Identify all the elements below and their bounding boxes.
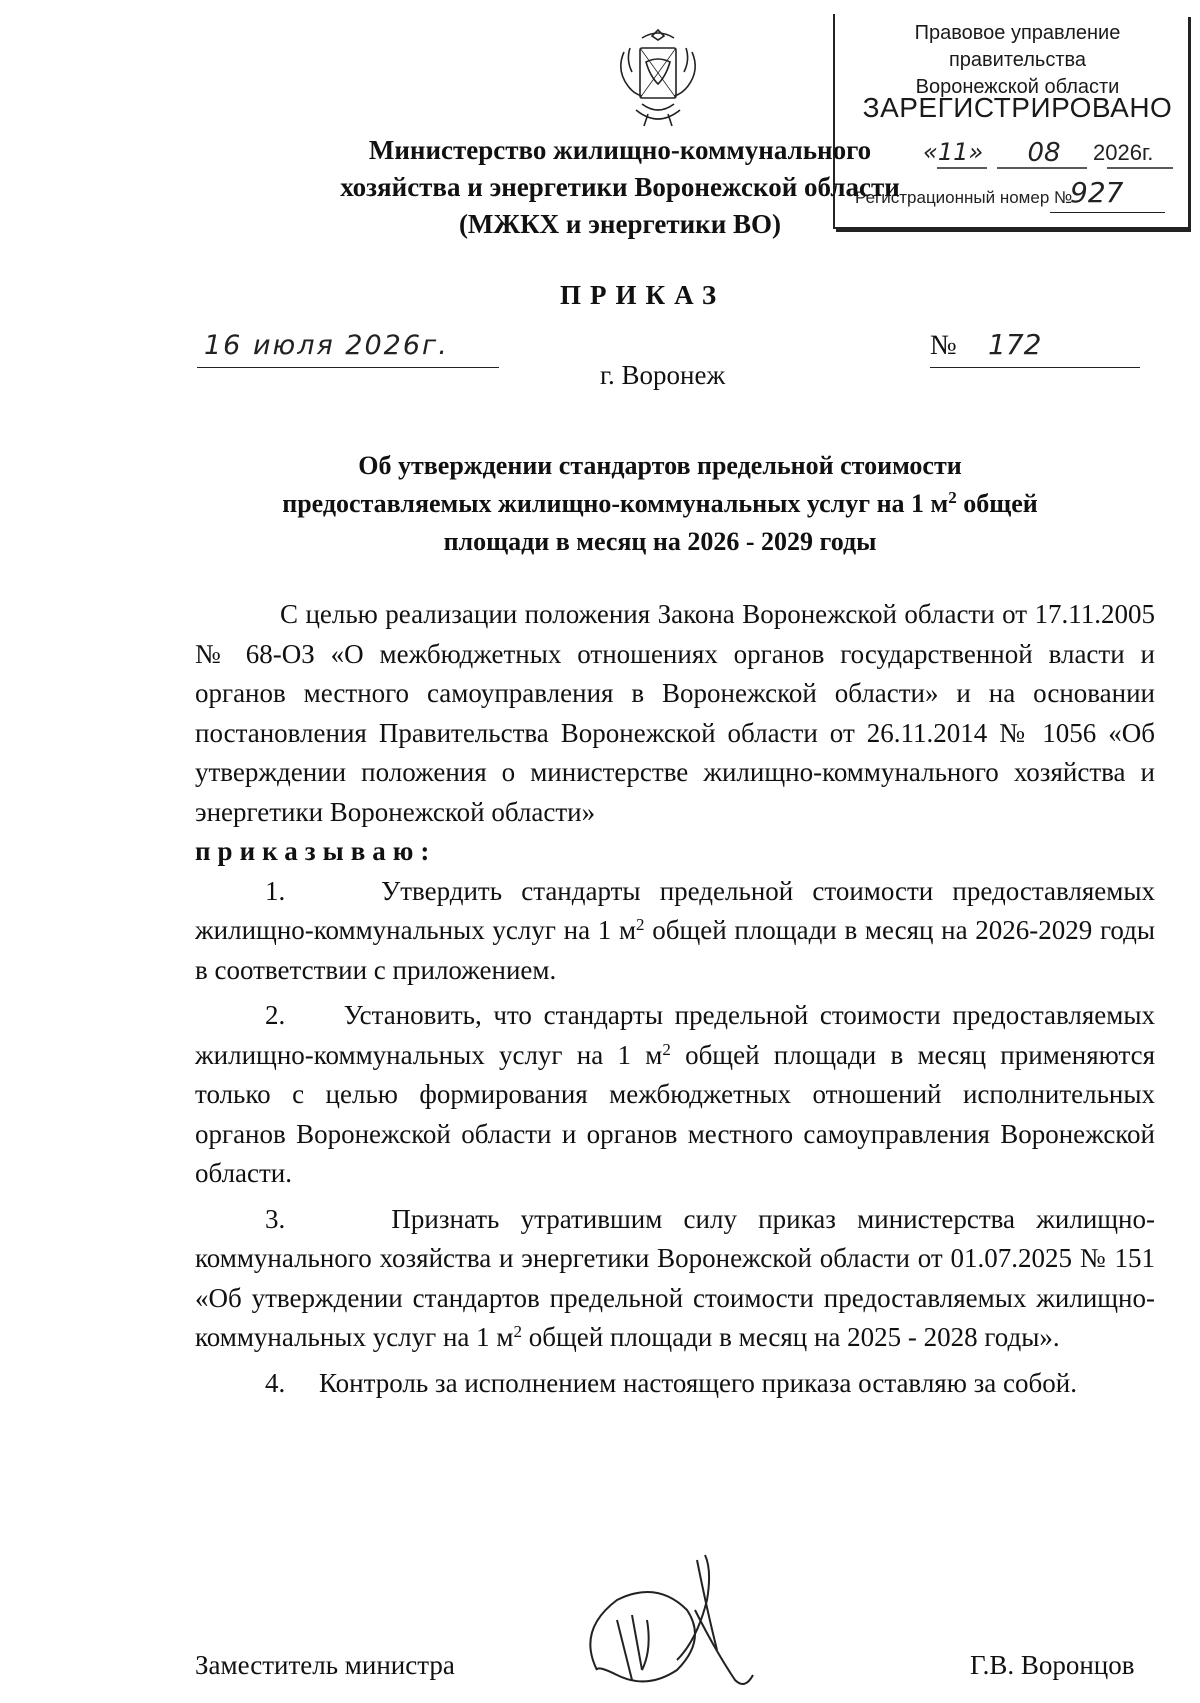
document-body (195, 595, 1155, 1403)
heading-line-3: площади в месяц на 2026 - 2029 годы (443, 527, 877, 556)
ministry-line-3: (МЖКХ и энергетики ВО) (458, 209, 782, 239)
item-text-tail: общей площади в месяц на 2025 - 2028 годы». (522, 1322, 1060, 1352)
item-text: Утвердить стандарты предельной стоимости предоставляемых жилищно-коммунальных услуг на 1 м (195, 875, 1156, 945)
ministry-name (340, 132, 900, 243)
item-text-tail: общей площади в месяц на 2026-2029 годы в соответствии с приложением. (195, 915, 1155, 985)
heading-line-1: Об утверждении стандартов предельной стоимости (358, 451, 962, 480)
preamble: С целью реализации положения Закона Воронежской области от 17.11.2005 № 68-ОЗ «О межбюджетных отношениях органов государственной власти и органов местного самоуправления в Воронежской области» и на основании постановления Правительства Воронежской области от 26.11.2014 № 1056 «Об утверждении положения о министерстве жилищно-коммунального хозяйства и энергетики Воронежской области» (195, 599, 1155, 827)
item-text-tail: общей площади в месяц применяются только с целью формирования межбюджетных отношений исполнительных органов Воронежской области и органов местного самоуправления Воронежской области. (195, 1039, 1155, 1188)
stamp-organization (850, 20, 1185, 101)
signatory-position: Заместитель министра (195, 1650, 455, 1680)
stamp-date-underline (937, 168, 1173, 169)
item-number: 4. (265, 1367, 286, 1398)
item-number: 3. (265, 1203, 286, 1234)
order-date: 16 июля 2026г. (204, 330, 449, 361)
signatory-name: Г.В. Воронцов (970, 1650, 1135, 1680)
ministry-line-2: хозяйства и энергетики Воронежской области (340, 172, 900, 202)
stamp-org-line-1: Правовое управление правительства (914, 22, 1121, 71)
heading-superscript: 2 (948, 488, 957, 507)
coat-of-arms-emblem (612, 22, 704, 132)
item-superscript: 2 (636, 915, 645, 934)
list-item (195, 1364, 1155, 1404)
ministry-line-1: Министерство жилищно-коммунального (368, 135, 872, 165)
stamp-status: ЗАРЕГИСТРИРОВАНО (862, 92, 1173, 123)
stamp-reg-number-label: Регистрационный номер № (855, 188, 1073, 207)
order-word: приказываю: (195, 836, 437, 866)
item-number: 1. (265, 875, 286, 906)
order-number-underline (930, 367, 1140, 368)
list-item (195, 872, 1155, 991)
handwritten-signature (577, 1550, 777, 1700)
stamp-org-line-2: Воронежской области (915, 76, 1120, 98)
document-type: ПРИКАЗ (560, 280, 726, 310)
stamp-date-month: 08 (1027, 138, 1061, 168)
list-item (195, 1200, 1155, 1358)
heading-line-2-tail: общей (956, 489, 1038, 518)
item-number: 2. (265, 1000, 286, 1030)
stamp-date-year: 2026г. (1093, 140, 1154, 165)
order-number: 172 (988, 328, 1042, 361)
stamp-date-day: «11» (923, 138, 984, 166)
stamp-reg-number: 927 (1070, 176, 1124, 209)
document-heading (200, 447, 1120, 561)
item-superscript: 2 (513, 1322, 523, 1341)
city: г. Воронеж (600, 360, 726, 390)
item-text: Признать утратившим силу приказ министерства жилищно-коммунального хозяйства и энергетики Воронежской области от 01.07.2025 № 151 «Об утверждении стандартов предельной стоимости предоставляемых жилищно-коммунальных услуг на 1 м (195, 1203, 1156, 1352)
order-date-underline (197, 367, 499, 368)
heading-line-2 (200, 485, 1120, 523)
heading-line-2-text: предоставляемых жилищно-коммунальных услуг на 1 м (282, 489, 949, 518)
item-superscript: 2 (662, 1039, 671, 1059)
item-text: Контроль за исполнением настоящего приказа оставляю за собой. (319, 1367, 1077, 1398)
list-item (195, 996, 1155, 1194)
stamp-reg-number-underline (1050, 212, 1165, 213)
item-text: Установить, что стандарты предельной стоимости предоставляемых жилищно-коммунальных услуг на 1 м (195, 1000, 1155, 1070)
order-number-label: № (930, 330, 957, 361)
